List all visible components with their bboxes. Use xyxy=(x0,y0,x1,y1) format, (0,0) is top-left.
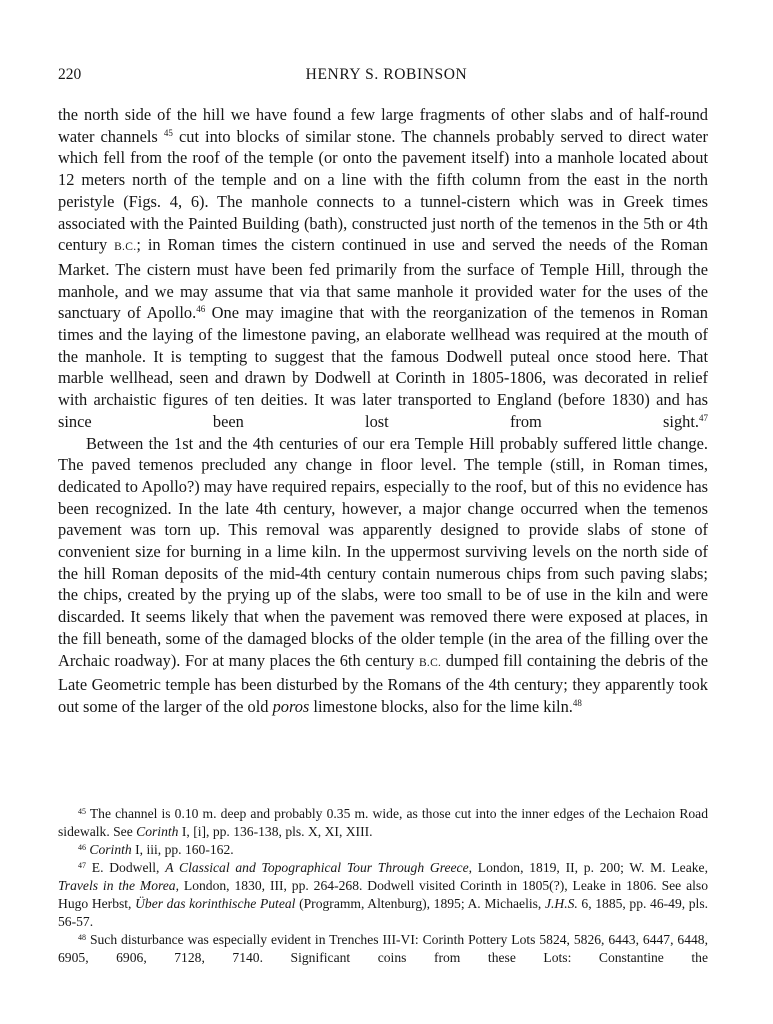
main-text xyxy=(58,104,708,718)
text-run: the north side of the hill we have found a few large fragments of other slabs and of half-round water channels xyxy=(58,105,708,146)
footnote-46 xyxy=(58,841,708,859)
footnote-ref-46[interactable]: 46 xyxy=(196,304,206,315)
italic-title: Travels in the Morea xyxy=(58,878,176,893)
body-paragraph xyxy=(58,104,708,433)
footnote-ref-45[interactable]: 45 xyxy=(163,127,173,138)
text-run: cut into blocks of similar stone. The channels probably served to direct water which fell from the roof of the temple (or onto the pavement itself) into a manhole located about 12 meters north of the temple and on a line with the fifth column from the east in the north peristyle (Figs. 4, 6). The manhole connects to a tunnel-cistern which was in Greek times associated with the Painted Building (bath), constructed just north of the temenos in the 5th or 4th century xyxy=(58,126,708,255)
era-abbreviation: B.C. xyxy=(114,241,137,254)
footnote-number: 47 xyxy=(78,861,86,870)
italic-title: Über das korinthische Puteal xyxy=(135,896,296,911)
text-run: dumped fill containing the debris of the Late Geometric temple has been disturbed by the Romans of the 4th century; they apparently took out some of the larger of the old xyxy=(58,650,708,716)
italic-title: A Classical and Topographical Tour Through Greece xyxy=(165,860,469,875)
footnote-number: 46 xyxy=(78,843,86,852)
page-number: 220 xyxy=(58,66,82,83)
italic-title: J.H.S. xyxy=(544,896,578,911)
text-run: , London, 1819, II, p. 200; W. M. Leake, xyxy=(468,860,708,875)
footnote-number: 48 xyxy=(78,933,86,942)
footnote-45 xyxy=(58,805,708,841)
text-run: I, [i], pp. 136-138, pls. X, XI, XIII. xyxy=(181,824,373,839)
text-run: ; in Roman times the cistern continued in use and served the needs of the Roman Market. The cistern must have been fed primarily from the surface of Temple Hill, through the manhole, and we may assume that via that same manhole it provided water for the uses of the sanctuary of Apollo. xyxy=(58,235,708,323)
text-run: Between the 1st and the 4th centuries of our era Temple Hill probably suffered little change. The paved temenos precluded any change in floor level. The temple (still, in Roman times, dedicated to Apollo?) may have required repairs, especially to the roof, but of this no evidence has been recognized. In the late 4th century, however, a major change occurred when the temenos pavement was torn up. This removal was apparently designed to provide slabs of stone of convenient size for burning in a lime kiln. In the uppermost surviving levels on the north side of the hill Roman deposits of the mid-4th century contain numerous chips from such paving slabs; the chips, created by the prying up of the slabs, were too small to be of use in the kiln and were discarded. It seems likely that when the pavement was removed there were exposed at places, in the fill beneath, some of the damaged blocks of the older temple (in the area of the filling over the Archaic roadway). For at many places the 6th century xyxy=(58,433,708,670)
page-header xyxy=(58,66,715,88)
italic-term: poros xyxy=(272,696,310,716)
footnote-ref-48[interactable]: 48 xyxy=(572,697,582,708)
footnotes xyxy=(58,805,708,967)
footnote-ref-47[interactable]: 47 xyxy=(699,412,708,423)
text-run: E. Dodwell, xyxy=(91,860,160,875)
text-run: The channel is 0.10 m. deep and probably 0.35 m. wide, as those cut into the inner edges of the Lechaion Road sidewalk. See xyxy=(58,806,709,839)
body-paragraph xyxy=(58,433,708,718)
footnote-48 xyxy=(58,931,708,967)
text-run: 6, 1885, pp. 46-49, pls. 56-57. xyxy=(58,896,709,929)
italic-title: Corinth xyxy=(136,824,179,839)
footnote-number: 45 xyxy=(78,807,86,816)
italic-title: Corinth xyxy=(89,842,132,857)
running-title: HENRY S. ROBINSON xyxy=(305,66,468,83)
era-abbreviation: B.C. xyxy=(418,656,442,669)
text-run: limestone blocks, also for the lime kiln. xyxy=(313,696,573,716)
text-run: One may imagine that with the reorganization of the temenos in Roman times and the laying of the limestone paving, an elaborate wellhead was required at the mouth of the manhole. It is tempting to suggest that the famous Dodwell puteal once stood here. That marble wellhead, seen and drawn by Dodwell at Corinth in 1805-1806, was decorated in relief with archaistic figures of ten deities. It was later transported to England (before 1830) and has since been lost from sight. xyxy=(58,303,709,431)
text-run: I, iii, pp. 160-162. xyxy=(135,842,234,857)
footnote-47 xyxy=(58,859,708,931)
text-run: (Programm, Altenburg), 1895; A. Michaelis, xyxy=(299,896,542,911)
text-run: Such disturbance was especially evident in Trenches III-VI: Corinth Pottery Lots 5824, 5826, 6443, 6447, 6448, 6905, 6906, 7128, 7140. Significant coins from these Lots: Constantine the xyxy=(58,932,708,965)
text-run: , London, 1830, III, pp. 264-268. Dodwell visited Corinth in 1805(?), Leake in 1806. See also Hugo Herbst, xyxy=(58,878,708,911)
